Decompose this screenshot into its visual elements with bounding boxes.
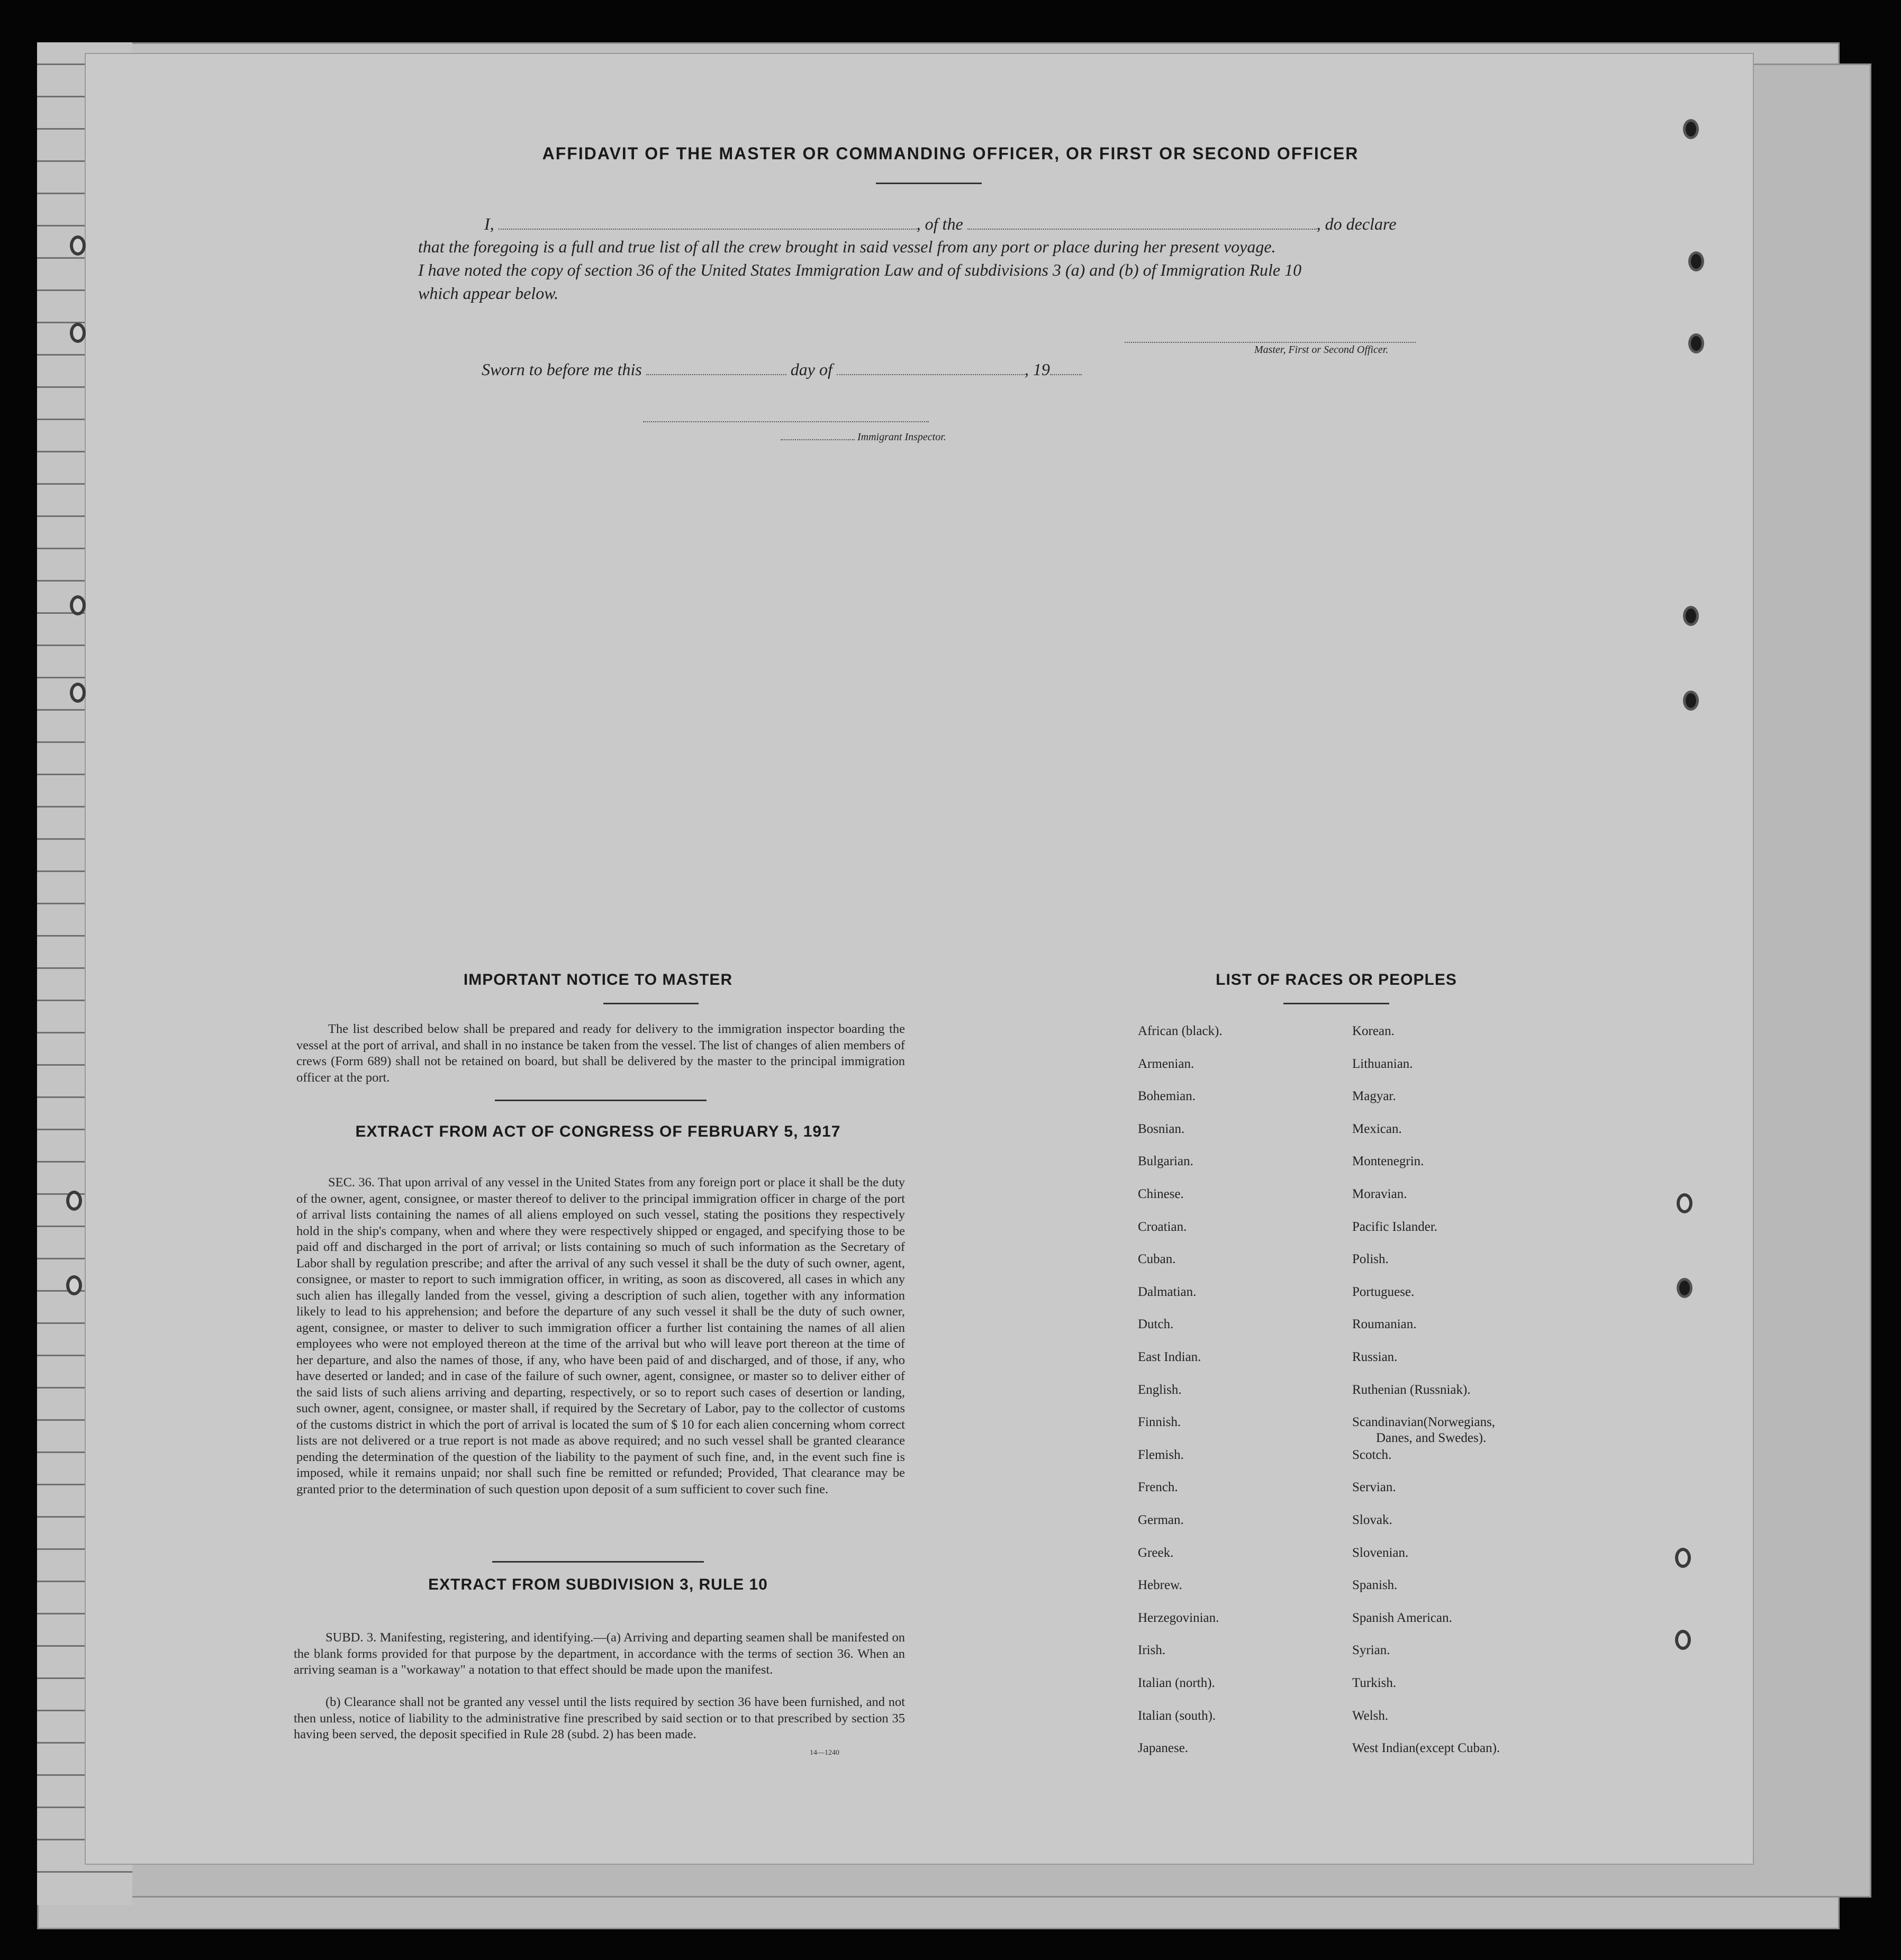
- race-item: Herzegovinian.: [1138, 1610, 1219, 1625]
- inspector-signature-field[interactable]: [643, 407, 929, 422]
- race-item: Greek.: [1138, 1545, 1174, 1560]
- race-item: Turkish.: [1352, 1676, 1397, 1690]
- punch-hole-icon: [70, 235, 86, 256]
- race-item: Spanish American.: [1352, 1610, 1452, 1625]
- year-prefix: , 19: [1024, 360, 1050, 379]
- race-item: Croatian.: [1138, 1219, 1187, 1234]
- sworn-text: Sworn to before me this: [482, 360, 642, 379]
- act-divider: [492, 1561, 704, 1563]
- punch-hole-icon: [70, 323, 86, 343]
- race-item: Russian.: [1352, 1350, 1398, 1364]
- punch-hole-icon: [66, 1191, 82, 1211]
- affidavit-text-3: I have noted the copy of section 36 of the United States Immigration Law and of subdivisions 3 (a) and (b) of Immigration Rule 10: [418, 260, 1302, 279]
- name-field[interactable]: [499, 215, 917, 230]
- race-item: German.: [1138, 1513, 1184, 1527]
- races-title: LIST OF RACES OR PEOPLES: [1216, 971, 1457, 988]
- race-item: Montenegrin.: [1352, 1154, 1424, 1169]
- race-item: Welsh.: [1352, 1708, 1389, 1723]
- punch-hole-icon: [70, 595, 86, 615]
- day-of-text: day of: [790, 360, 832, 379]
- affidavit-of-the: , of the: [916, 214, 963, 233]
- punch-hole-icon: [1683, 606, 1699, 626]
- race-item: English.: [1138, 1382, 1182, 1397]
- notice-title-rule: [603, 1003, 699, 1004]
- punch-hole-icon: [1688, 333, 1704, 353]
- race-item: Finnish.: [1138, 1415, 1181, 1430]
- affidavit-declare: , do declare: [1316, 214, 1397, 233]
- sworn-line: [482, 360, 1082, 379]
- race-item: Slovak.: [1352, 1513, 1392, 1527]
- races-title-rule: [1283, 1003, 1389, 1004]
- ruled-line: [37, 1871, 132, 1873]
- punch-hole-icon: [1677, 1193, 1692, 1213]
- race-item: Bohemian.: [1138, 1089, 1196, 1104]
- inspector-caption: Immigrant Inspector.: [857, 431, 946, 443]
- race-item: West Indian(except Cuban).: [1352, 1741, 1500, 1756]
- punch-hole-icon: [1675, 1630, 1691, 1650]
- race-item: Chinese.: [1138, 1187, 1184, 1201]
- affidavit-text-4: which appear below.: [418, 284, 559, 303]
- affidavit-text-2: that the foregoing is a full and true list of all the crew brought in said vessel from any port or place during her present voyage.: [418, 237, 1276, 256]
- affidavit-declaration-line: [418, 214, 1424, 234]
- race-item: Spanish.: [1352, 1578, 1398, 1593]
- punch-hole-icon: [66, 1275, 82, 1295]
- race-item: Bulgarian.: [1138, 1154, 1193, 1169]
- race-item: Japanese.: [1138, 1741, 1189, 1756]
- rule-text-b: (b) Clearance shall not be granted any vessel until the lists required by section 36 have been furnished, and not then unless, notice of liability to the administrative fine prescribed by said section or to that prescribed by section 35 having been served, the deposit specified in Rule 28 (subd. 2) has been made.: [294, 1695, 905, 1741]
- notice-text: The list described below shall be prepared and ready for delivery to the immigration inspector boarding the vessel at the port of arrival, and shall in no instance be taken from the vessel. The list of changes of alien members of crews (Form 689) shall not be retained on board, but shall be delivered by the master to the principal immigration officer at the port.: [296, 1022, 905, 1085]
- race-item: Magyar.: [1352, 1089, 1396, 1104]
- race-item: Bosnian.: [1138, 1121, 1185, 1136]
- race-item: East Indian.: [1138, 1350, 1201, 1364]
- affidavit-title-rule: [876, 183, 982, 184]
- race-item: Hebrew.: [1138, 1578, 1182, 1593]
- officer-caption: Master, First or Second Officer.: [1254, 344, 1389, 356]
- race-item: Mexican.: [1352, 1121, 1402, 1136]
- sworn-month-field[interactable]: [837, 360, 1025, 375]
- punch-hole-icon: [1688, 251, 1704, 271]
- punch-hole-icon: [70, 683, 86, 703]
- race-item: Irish.: [1138, 1643, 1166, 1658]
- race-item: Scotch.: [1352, 1447, 1392, 1462]
- race-item: Italian (south).: [1138, 1708, 1216, 1723]
- officer-signature-field[interactable]: [1125, 328, 1416, 343]
- punch-hole-icon: [1683, 691, 1699, 711]
- notice-title: IMPORTANT NOTICE TO MASTER: [463, 971, 733, 988]
- race-item: Dalmatian.: [1138, 1284, 1197, 1299]
- race-item: Danes, and Swedes).: [1376, 1431, 1487, 1446]
- race-item: Syrian.: [1352, 1643, 1390, 1658]
- race-item: Polish.: [1352, 1252, 1389, 1267]
- race-item: Flemish.: [1138, 1447, 1184, 1462]
- sworn-day-field[interactable]: [646, 360, 786, 375]
- race-item: Armenian.: [1138, 1056, 1194, 1071]
- race-item: Slovenian.: [1352, 1545, 1409, 1560]
- race-item: Lithuanian.: [1352, 1056, 1413, 1071]
- race-item: Cuban.: [1138, 1252, 1176, 1267]
- race-item: Korean.: [1352, 1024, 1395, 1038]
- rule-title: EXTRACT FROM SUBDIVISION 3, RULE 10: [428, 1576, 768, 1593]
- vessel-field[interactable]: [967, 215, 1317, 230]
- race-item: Ruthenian (Russniak).: [1352, 1382, 1471, 1397]
- race-item: African (black).: [1138, 1024, 1223, 1038]
- punch-hole-icon: [1683, 119, 1699, 139]
- race-item: Dutch.: [1138, 1317, 1174, 1332]
- race-item: Servian.: [1352, 1480, 1396, 1495]
- act-title: EXTRACT FROM ACT OF CONGRESS OF FEBRUARY 5, 1917: [355, 1123, 841, 1140]
- act-text: SEC. 36. That upon arrival of any vessel in the United States from any foreign port or place it shall be the duty of the owner, agent, consignee, or master thereof to deliver to the principal immigration officer in charge of the port of arrival lists containing the names of all aliens employed on such vessel, stating the positions they respectively hold in the ship's company, when and where they were respectively shipped or engaged, and specifying those to be paid off and discharged in the port of arrival; or lists containing so much of such information as the Secretary of Labor shall by regulation prescribe; and after the arrival of any such vessel it shall be the duty of such owner, agent, consignee, or master to report to such immigration officer, in writing, as soon as discovered, all cases in which any such alien has illegally landed from the vessel, giving a description of such alien, together with any information likely to lead to his apprehension; and before the departure of any such vessel it shall be the duty of such owner, agent, consignee, or master to deliver to such immigration officer a further list containing the names of all alien employees who were not employed thereon at the time of the arrival but who will leave port thereon at the time of her departure, and also the names of those, if any, who have been paid of and discharged, and of those, if any, who have deserted or landed; and in case of the failure of such owner, agent, consignee, or master so to deliver either of the said lists of such aliens arriving and departing, respectively, or so to report such cases of desertion or landing, such owner, agent, consignee, or master shall, if required by the Secretary of Labor, pay to the collector of customs of the customs district in which the port of arrival is located the sum of $ 10 for each alien concerning whom correct lists are not delivered or a true report is not made as above required; and no such vessel shall be granted clearance pending the determination of the question of the liability to the payment of such fine, and, in the event such fine is imposed, while it remains unpaid; nor shall such fine be remitted or refunded; Provided, That clearance may be granted prior to the determination of such question upon deposit of a sum sufficient to cover such fine.: [296, 1175, 905, 1496]
- punch-hole-icon: [1677, 1278, 1692, 1298]
- punch-hole-icon: [1675, 1548, 1691, 1568]
- race-item: Italian (north).: [1138, 1676, 1215, 1690]
- race-item: Portuguese.: [1352, 1284, 1415, 1299]
- affidavit-i: I,: [484, 214, 494, 233]
- affidavit-title: AFFIDAVIT OF THE MASTER OR COMMANDING OFFICER, OR FIRST OR SECOND OFFICER: [542, 144, 1359, 163]
- race-item: Scandinavian(Norwegians,: [1352, 1415, 1496, 1430]
- inspector-leader: [781, 430, 855, 440]
- sworn-year-field[interactable]: [1050, 360, 1082, 375]
- rule-text-a: SUBD. 3. Manifesting, registering, and identifying.—(a) Arriving and departing seamen shall be manifested on the blank forms provided for that purpose by the department, in accordance with the terms of section 36. When an arriving seaman is a "workaway" a notation to that effect should be made upon the manifest.: [294, 1630, 905, 1677]
- race-item: French.: [1138, 1480, 1178, 1495]
- race-item: Moravian.: [1352, 1187, 1407, 1201]
- notice-divider: [495, 1100, 707, 1101]
- race-item: Pacific Islander.: [1352, 1219, 1438, 1234]
- race-item: Roumanian.: [1352, 1317, 1417, 1332]
- form-number: 14—1240: [810, 1749, 839, 1757]
